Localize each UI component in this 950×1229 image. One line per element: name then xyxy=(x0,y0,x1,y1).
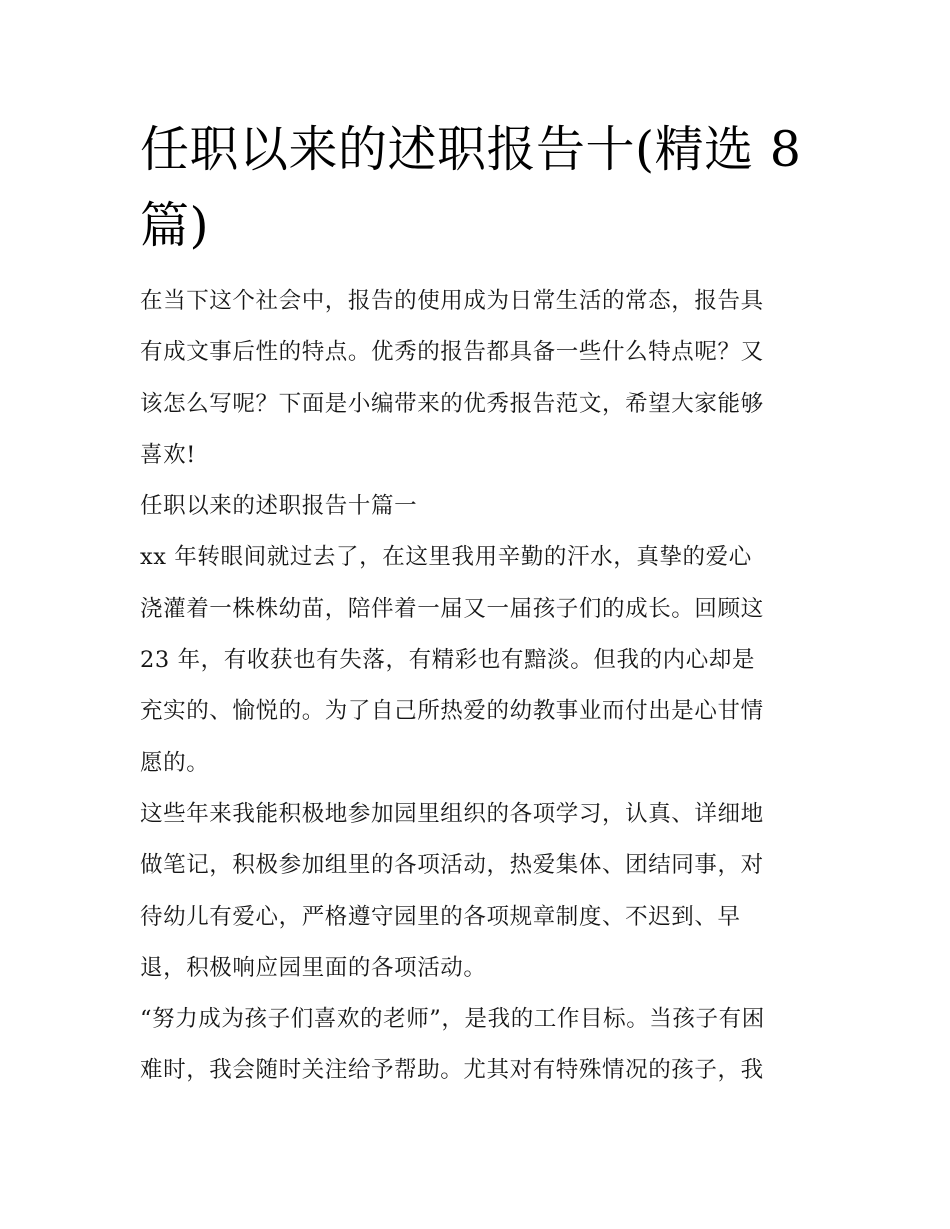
text-line: 做笔记，积极参加组里的各项活动，热爱集体、团结同事，对 xyxy=(140,852,764,879)
text-line: 退，积极响应园里面的各项活动。 xyxy=(140,954,487,981)
text-line: 这些年来我能积极地参加园里组织的各项学习，认真、详细地 xyxy=(140,800,764,827)
text-line: 愿的。 xyxy=(140,749,210,776)
text-line: “努力成为孩子们喜欢的老师”，是我的工作目标。当孩子有困 xyxy=(140,1006,765,1033)
text-line: 浇灌着一株株幼苗，陪伴着一届又一届孩子们的成长。回顾这 xyxy=(140,595,764,622)
text-line: xx 年转眼间就过去了，在这里我用辛勤的汗水，真挚的爱心 xyxy=(140,544,752,571)
text-line: 23 年，有收获也有失落，有精彩也有黯淡。但我的内心却是 xyxy=(140,647,756,674)
text-line: 有成文事后性的特点。优秀的报告都具备一些什么特点呢？又 xyxy=(140,339,764,366)
text-line: 难时，我会随时关注给予帮助。尤其对有特殊情况的孩子，我 xyxy=(140,1057,764,1084)
text-line: 喜欢! xyxy=(140,441,196,468)
text-line: 在当下这个社会中，报告的使用成为日常生活的常态，报告具 xyxy=(140,288,764,314)
document-title: 任职以来的述职报告十(精选 8 篇) xyxy=(140,121,802,254)
text-line: 该怎么写呢？下面是小编带来的优秀报告范文，希望大家能够 xyxy=(140,390,764,417)
document-body xyxy=(140,276,820,1097)
text-line: 充实的、愉悦的。为了自己所热爱的幼教事业而付出是心甘情 xyxy=(140,698,764,725)
section-heading: 任职以来的述职报告十篇一 xyxy=(140,493,418,520)
text-line: 待幼儿有爱心，严格遵守园里的各项规章制度、不迟到、早 xyxy=(140,903,741,930)
